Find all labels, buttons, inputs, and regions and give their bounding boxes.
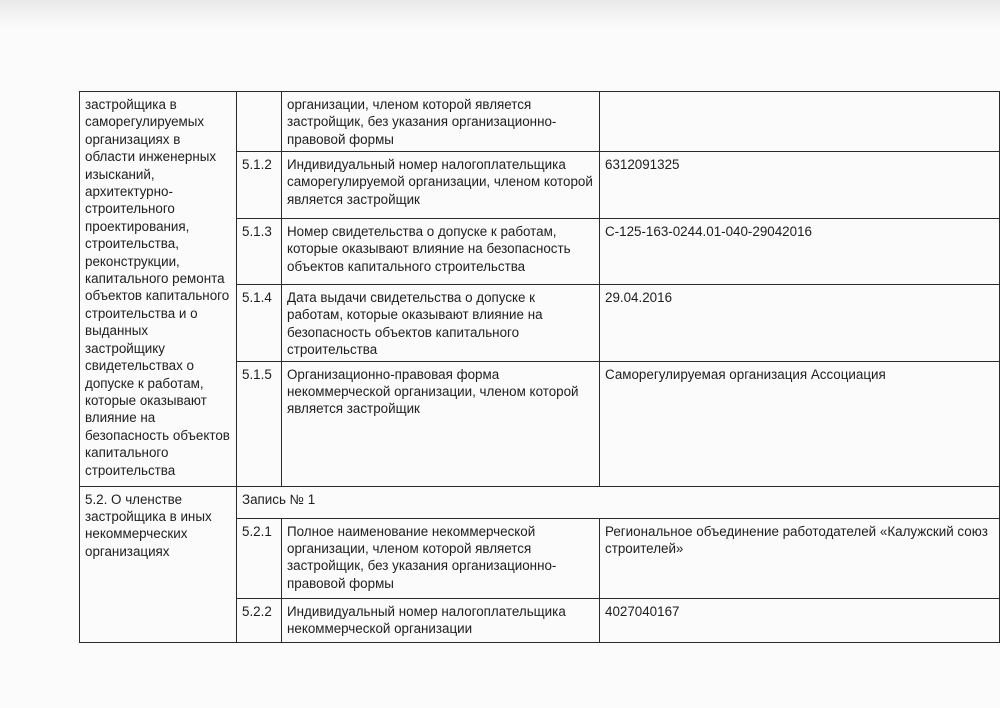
item-number: 5.2.1 [237, 518, 282, 598]
field-value: 29.04.2016 [600, 285, 1000, 362]
field-name: Полное наименование некоммерческой организации, членом которой является застройщик, без указания организационно-правовой формы [282, 518, 600, 598]
item-number [237, 92, 282, 152]
section-5-2-label: 5.2. О членстве застройщика в иных некоммерческих организациях [80, 486, 237, 642]
record-label: Запись № 1 [237, 486, 1000, 518]
developer-info-table [79, 91, 1000, 643]
item-number: 5.1.5 [237, 361, 282, 486]
scan-edge-shadow [0, 0, 1000, 28]
field-value: Региональное объединение работодателей «Калужский союз строителей» [600, 518, 1000, 598]
section-5-1-label: застройщика в саморегулируемых организациях в области инженерных изысканий, архитектурно-строительного проектирования, строительства, реконструкции, капитального ремонта объектов капитального строительства и о выданных застройщику свидетельствах о допуске к работам, которые оказывают влияние на безопасность объектов капитального строительства [80, 92, 237, 487]
table-row [80, 92, 1000, 152]
field-name: Организационно-правовая форма некоммерческой организации, членом которой является застройщик [282, 361, 600, 486]
field-value: 6312091325 [600, 152, 1000, 219]
field-name: организации, членом которой является застройщик, без указания организационно-правовой формы [282, 92, 600, 152]
field-value: С-125-163-0244.01-040-29042016 [600, 219, 1000, 285]
field-name: Индивидуальный номер налогоплательщика саморегулируемой организации, членом которой является застройщик [282, 152, 600, 219]
field-value: 4027040167 [600, 598, 1000, 642]
item-number: 5.1.3 [237, 219, 282, 285]
item-number: 5.2.2 [237, 598, 282, 642]
field-name: Дата выдачи свидетельства о допуске к работам, которые оказывают влияние на безопасность объектов капитального строительства [282, 285, 600, 362]
field-name: Номер свидетельства о допуске к работам, которые оказывают влияние на безопасность объектов капитального строительства [282, 219, 600, 285]
table-row [80, 486, 1000, 518]
item-number: 5.1.2 [237, 152, 282, 219]
field-value [600, 92, 1000, 152]
field-value: Саморегулируемая организация Ассоциация [600, 361, 1000, 486]
item-number: 5.1.4 [237, 285, 282, 362]
field-name: Индивидуальный номер налогоплательщика некоммерческой организации [282, 598, 600, 642]
